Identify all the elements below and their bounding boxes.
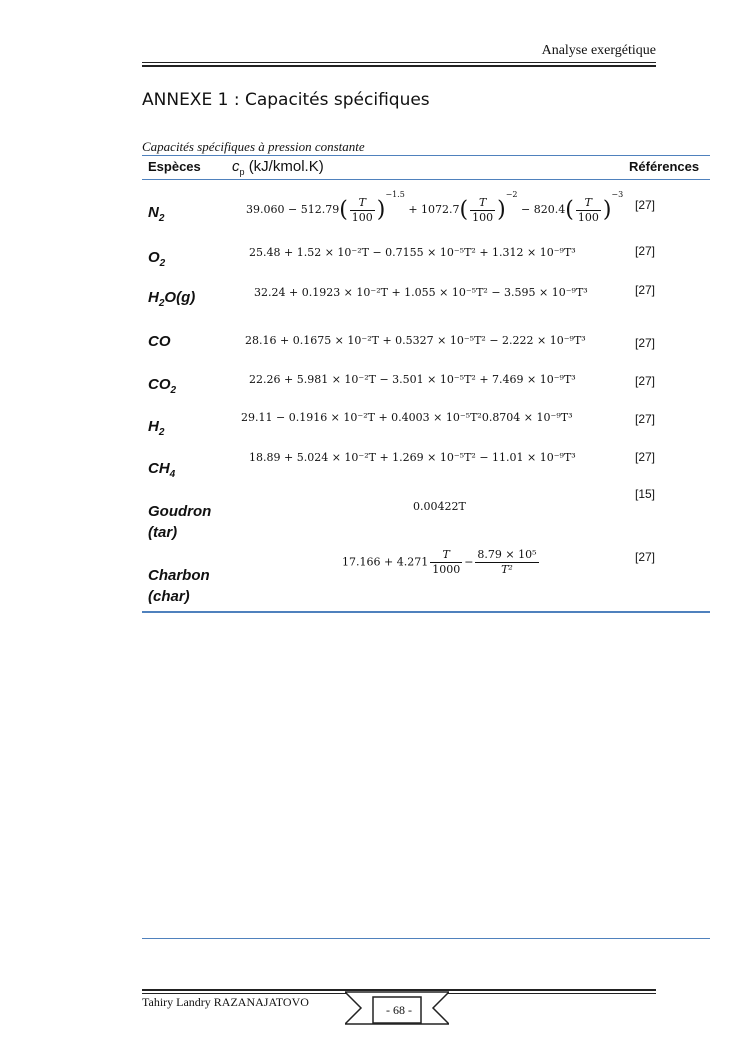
species-o2: $O_2$ — [148, 249, 166, 269]
species-h2: $H_2$ — [148, 418, 165, 438]
ref-h2: [27] — [634, 412, 655, 426]
ref-o2: [27] — [634, 244, 655, 258]
ref-co2: [27] — [634, 374, 655, 388]
species-h2o: $H_2O(g)$ — [148, 289, 196, 309]
running-header: Analyse exergétique — [541, 43, 656, 58]
column-header-species: Espèces — [148, 159, 201, 174]
formula-goudron: 0.00422T — [413, 500, 466, 513]
column-header-cp: $c_p$ (kJ/kmol.K) — [232, 158, 324, 177]
formula-charbon: 17.166 + 4.271 $\frac{T}{1000}$ − $\frac{\text{8.79 × 10⁵}}{\text{T²}}$ — [342, 548, 537, 576]
formula-h2o: 32.24 + 0.1923 × 10⁻²T + 1.055 × 10⁻⁵T² − 3.595 × 10⁻⁹T³ — [254, 286, 588, 299]
column-header-references: Références — [629, 159, 700, 174]
ref-charbon: [27] — [634, 550, 655, 564]
species-goudron: Goudron (tar) — [148, 503, 212, 541]
ref-co: [27] — [634, 336, 655, 350]
header-rule — [142, 62, 656, 63]
table-bottom-rule — [142, 611, 710, 613]
header-rule-thick — [142, 65, 656, 67]
ref-h2o: [27] — [634, 283, 655, 297]
table-header-rule — [142, 179, 710, 180]
species-co2: $CO_2$ — [148, 376, 177, 396]
footer-author: Tahiry Landry RAZANAJATOVO — [142, 995, 309, 1009]
formula-o2: 25.48 + 1.52 × 10⁻²T − 0.7155 × 10⁻⁵T² + 1.312 × 10⁻⁹T³ — [249, 246, 576, 259]
table-top-rule — [142, 155, 710, 156]
ref-goudron: [15] — [634, 487, 655, 501]
species-co: CO — [148, 333, 171, 350]
ref-ch4: [27] — [634, 450, 655, 464]
species-n2: $N_2$ — [148, 204, 165, 224]
page-number: - 68 - — [386, 1003, 412, 1017]
table-caption: Capacités spécifiques à pression constante — [142, 139, 365, 154]
annex-title: ANNEXE 1 : Capacités spécifiques — [142, 90, 430, 110]
formula-n2: 39.060 − 512.79( $\frac{T}{100}$ )$^{-1.5}$ + 1072.7( $\frac{T}{100}$ )$^{-2}$ − 820.4( $\frac{T}{100}$ )$^{-3}$ — [246, 190, 624, 224]
page-content-rule — [142, 938, 710, 939]
formula-h2: 29.11 − 0.1916 × 10⁻²T + 0.4003 × 10⁻⁵T²0.8704 × 10⁻⁹T³ — [241, 411, 573, 424]
species-ch4: $CH_4$ — [148, 460, 176, 480]
formula-ch4: 18.89 + 5.024 × 10⁻²T + 1.269 × 10⁻⁵T² − 11.01 × 10⁻⁹T³ — [249, 451, 576, 464]
formula-co: 28.16 + 0.1675 × 10⁻²T + 0.5327 × 10⁻⁵T² − 2.222 × 10⁻⁹T³ — [245, 334, 586, 347]
formula-co2: 22.26 + 5.981 × 10⁻²T − 3.501 × 10⁻⁵T² + 7.469 × 10⁻⁹T³ — [249, 373, 576, 386]
species-charbon: Charbon (char) — [148, 567, 210, 605]
ref-n2: [27] — [634, 198, 655, 212]
